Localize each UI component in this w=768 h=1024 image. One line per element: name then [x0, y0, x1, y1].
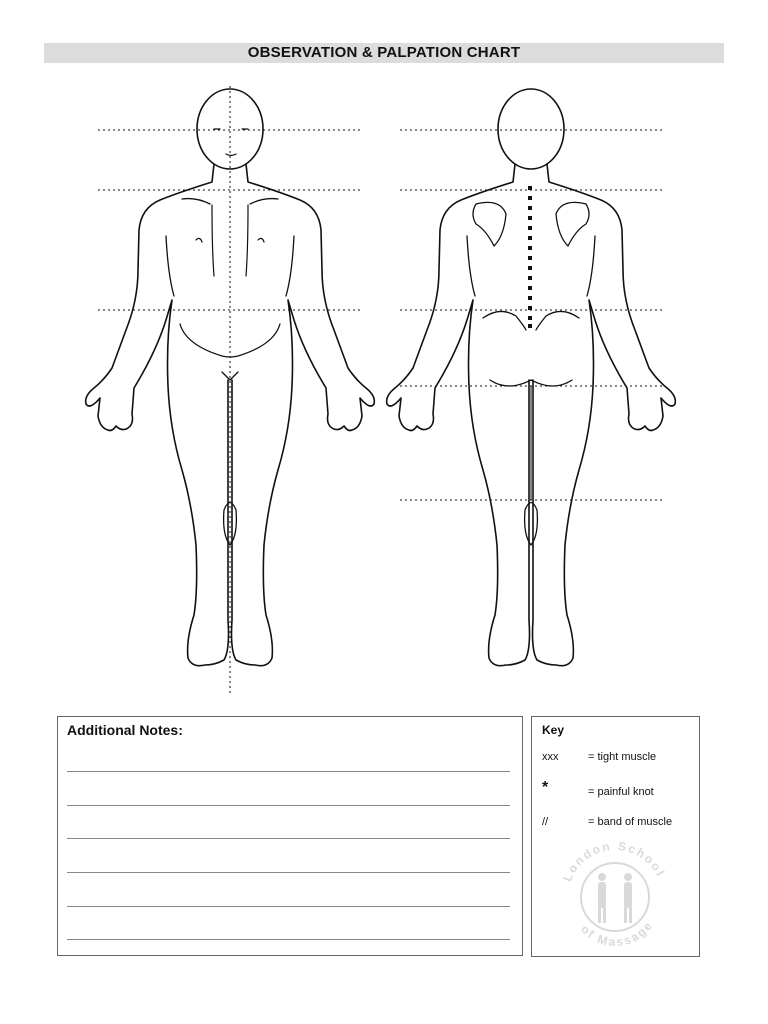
key-symbol: xxx [542, 751, 559, 763]
reference-lines [98, 86, 662, 694]
notes-title: Additional Notes: [67, 722, 183, 738]
key-box [531, 716, 700, 957]
note-line[interactable] [67, 805, 510, 806]
left-scapula [473, 202, 506, 246]
svg-text:London School: London School [560, 838, 669, 884]
back-body-outline-left [387, 164, 530, 666]
front-face [214, 129, 248, 156]
note-line[interactable] [67, 939, 510, 940]
svg-text:of Massage: of Massage [578, 917, 656, 950]
front-body-outline-right [232, 164, 375, 666]
front-body-outline [86, 164, 229, 666]
note-line[interactable] [67, 906, 510, 907]
key-title: Key [542, 723, 565, 737]
back-head [498, 89, 564, 169]
key-symbol: // [542, 816, 549, 828]
key-meaning: = painful knot [588, 786, 654, 798]
note-line[interactable] [67, 771, 510, 772]
additional-notes-box [57, 716, 523, 956]
key-symbol: * [542, 779, 549, 796]
school-seal-logo [550, 827, 680, 957]
back-body-figure [387, 89, 676, 666]
chart-title: OBSERVATION & PALPATION CHART [247, 44, 521, 61]
note-line[interactable] [67, 838, 510, 839]
key-meaning: = band of muscle [588, 816, 673, 828]
note-line[interactable] [67, 872, 510, 873]
key-meaning: = tight muscle [588, 751, 657, 763]
spine-markers [528, 186, 532, 328]
right-scapula [556, 202, 589, 246]
back-body-outline-right [533, 164, 676, 666]
